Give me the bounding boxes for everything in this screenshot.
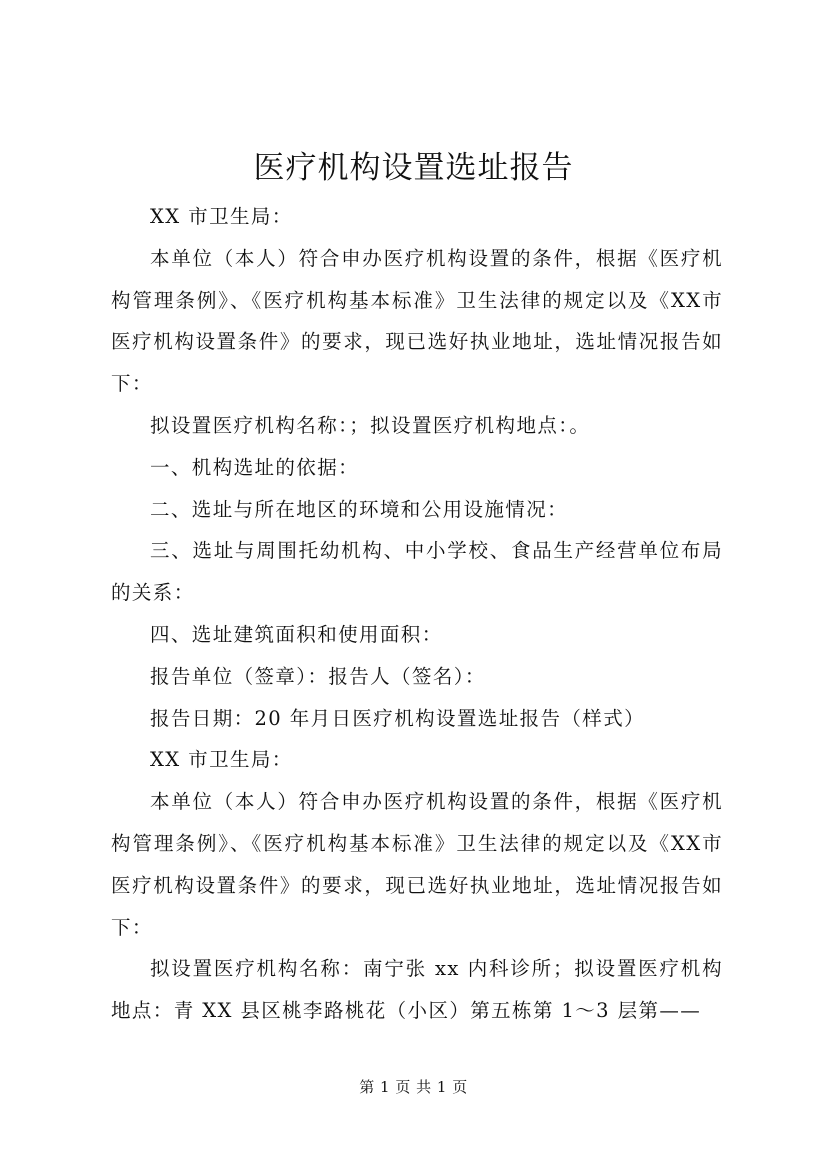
paragraph-intro: 本单位（本人）符合申办医疗机构设置的条件，根据《医疗机构管理条例》、《医疗机构基本标准》卫生法律的规定以及《XX市医疗机构设置条件》的要求，现已选好执业地址，选址情况报告如下：: [111, 246, 723, 396]
paragraph-name-location-2: 拟设置医疗机构名称：南宁张 xx 内科诊所；拟设置医疗机构地点：青 XX 县区桃李路桃花（小区）第五栋第 1～3 层第——: [111, 957, 723, 1023]
paragraph-name-location: 拟设置医疗机构名称：；拟设置医疗机构地点：。: [150, 413, 591, 437]
paragraph-addressee: XX 市卫生局：: [150, 205, 293, 228]
document-body: [111, 196, 723, 1032]
paragraph-section-2: 二、选址与所在地区的环境和公用设施情况：: [150, 497, 569, 521]
paragraph-addressee-2: XX 市卫生局：: [150, 748, 293, 772]
paragraph-date: 报告日期：20 年月日医疗机构设置选址报告（样式）: [150, 706, 646, 730]
paragraph-section-3: 三、选址与周围托幼机构、中小学校、食品生产经营单位布局的关系：: [111, 539, 723, 605]
paragraph-signature: 报告单位（签章）：报告人（签名）：: [150, 664, 486, 688]
paragraph-section-4: 四、选址建筑面积和使用面积：: [150, 622, 443, 646]
paragraph-intro-2: 本单位（本人）符合申办医疗机构设置的条件，根据《医疗机构管理条例》、《医疗机构基本标准》卫生法律的规定以及《XX市医疗机构设置条件》的要求，现已选好执业地址，选址情况报告如下：: [111, 790, 723, 939]
page-footer: 第 1 页 共 1 页: [359, 1078, 468, 1096]
document-title: 医疗机构设置选址报告: [253, 150, 574, 186]
paragraph-section-1: 一、机构选址的依据：: [150, 455, 360, 479]
